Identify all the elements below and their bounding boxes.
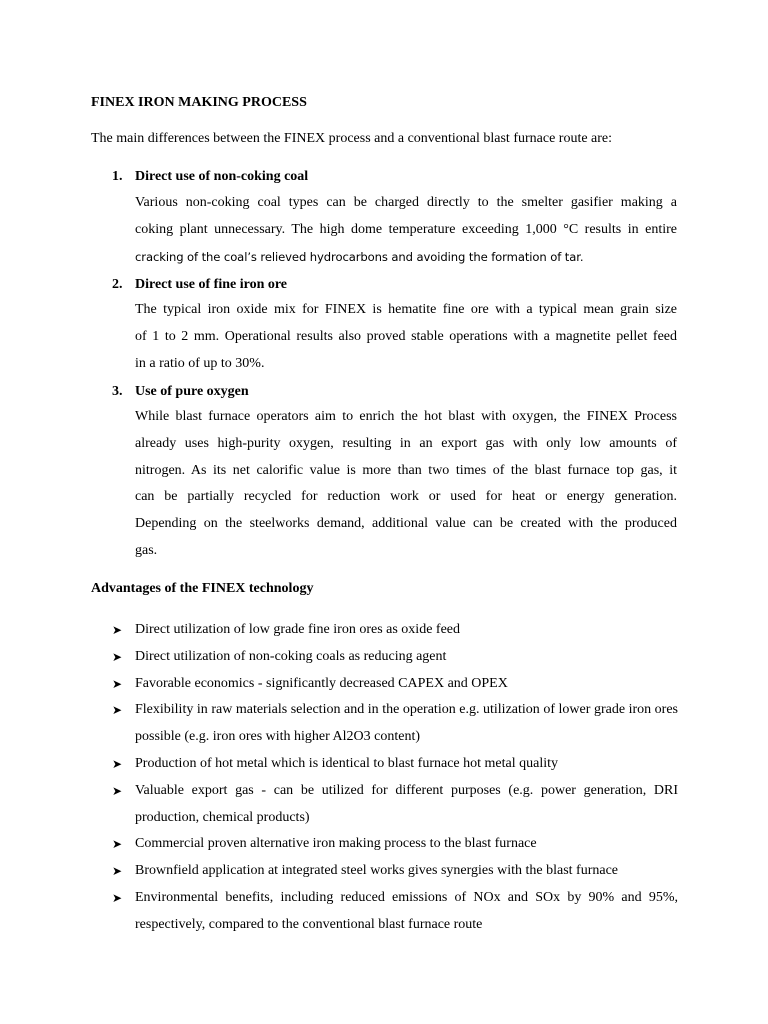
list-item — [112, 697, 678, 751]
section-line: Various non-coking coal types can be charged directly to the smelter gasifier making a — [135, 195, 677, 210]
arrow-bullet-icon: ➤ — [112, 864, 123, 879]
list-item-text: Environmental benefits, including reduced emissions of NOx and SOx by 90% and 95%, respectively, compared to the conventional blast furnace route — [135, 889, 678, 932]
list-item — [112, 751, 678, 778]
arrow-bullet-icon: ➤ — [112, 783, 123, 798]
section-line: nitrogen. As its net calorific value is more than two times of the blast furnace top gas, it — [135, 462, 677, 478]
list-item-text: Commercial proven alternative iron making process to the blast furnace — [135, 836, 537, 852]
section-line: can be partially recycled for reduction work or used for heat or energy generation. — [135, 489, 677, 505]
section-line: The typical iron oxide mix for FINEX is hematite fine ore with a typical mean grain size — [135, 302, 677, 317]
list-item-text: Valuable export gas - can be utilized for different purposes (e.g. power generation, DRI production, chemical products) — [135, 782, 678, 825]
section-heading: Direct use of non-coking coal — [135, 169, 309, 184]
arrow-bullet-icon: ➤ — [112, 756, 123, 771]
section-body — [135, 404, 677, 565]
arrow-bullet-icon: ➤ — [112, 890, 123, 905]
arrow-bullet-icon: ➤ — [112, 703, 123, 718]
section-line: coking plant unnecessary. The high dome temperature exceeding 1,000 °C results in entire — [135, 221, 677, 237]
section-line: While blast furnace operators aim to enrich the hot blast with oxygen, the FINEX Process — [135, 409, 677, 424]
section-line: gas. — [135, 542, 158, 558]
advantages-heading: Advantages of the FINEX technology — [91, 581, 314, 596]
arrow-bullet-icon: ➤ — [112, 623, 123, 637]
list-item-text: Production of hot metal which is identical to blast furnace hot metal quality — [135, 755, 559, 771]
list-item-text: Favorable economics - significantly decreased CAPEX and OPEX — [135, 675, 508, 691]
list-item-text: Flexibility in raw materials selection and in the operation e.g. utilization of lower grade iron ores possible (e.g. iron ores with higher Al2O3 content) — [135, 702, 678, 745]
arrow-bullet-icon: ➤ — [112, 649, 123, 664]
advantages-list — [112, 617, 678, 939]
intro-paragraph: The main differences between the FINEX process and a conventional blast furnace route are: — [91, 131, 613, 146]
section-body — [135, 297, 677, 377]
document-title: FINEX IRON MAKING PROCESS — [91, 95, 307, 110]
section-line: already uses high-purity oxygen, resulting in an export gas with only low amounts of — [135, 435, 677, 451]
section-line: in a ratio of up to 30%. — [135, 355, 265, 371]
list-item — [112, 831, 678, 858]
section-line: Depending on the steelworks demand, additional value can be created with the produced — [135, 516, 677, 532]
section-heading: Direct use of fine iron ore — [135, 277, 288, 292]
section-line: cracking of the coal’s relieved hydrocarbons and avoiding the formation of tar. — [135, 249, 584, 264]
list-item-text: Direct utilization of low grade fine iron ores as oxide feed — [135, 622, 460, 637]
arrow-bullet-icon: ➤ — [112, 676, 123, 691]
list-item — [112, 778, 678, 832]
list-item — [112, 858, 678, 885]
list-item — [112, 617, 678, 644]
section-number: 2. — [112, 277, 123, 292]
section-line: of 1 to 2 mm. Operational results also proved stable operations with a magnetite pellet feed — [135, 328, 677, 344]
section-number: 3. — [112, 384, 123, 399]
section-body — [135, 190, 677, 270]
list-item-text: Direct utilization of non-coking coals as reducing agent — [135, 648, 447, 664]
arrow-bullet-icon: ➤ — [112, 837, 123, 852]
section-heading: Use of pure oxygen — [135, 384, 249, 399]
section-number: 1. — [112, 169, 123, 184]
list-item-text: Brownfield application at integrated steel works gives synergies with the blast furnace — [135, 863, 618, 879]
list-item — [112, 671, 678, 698]
list-item — [112, 644, 678, 671]
list-item — [112, 885, 678, 939]
